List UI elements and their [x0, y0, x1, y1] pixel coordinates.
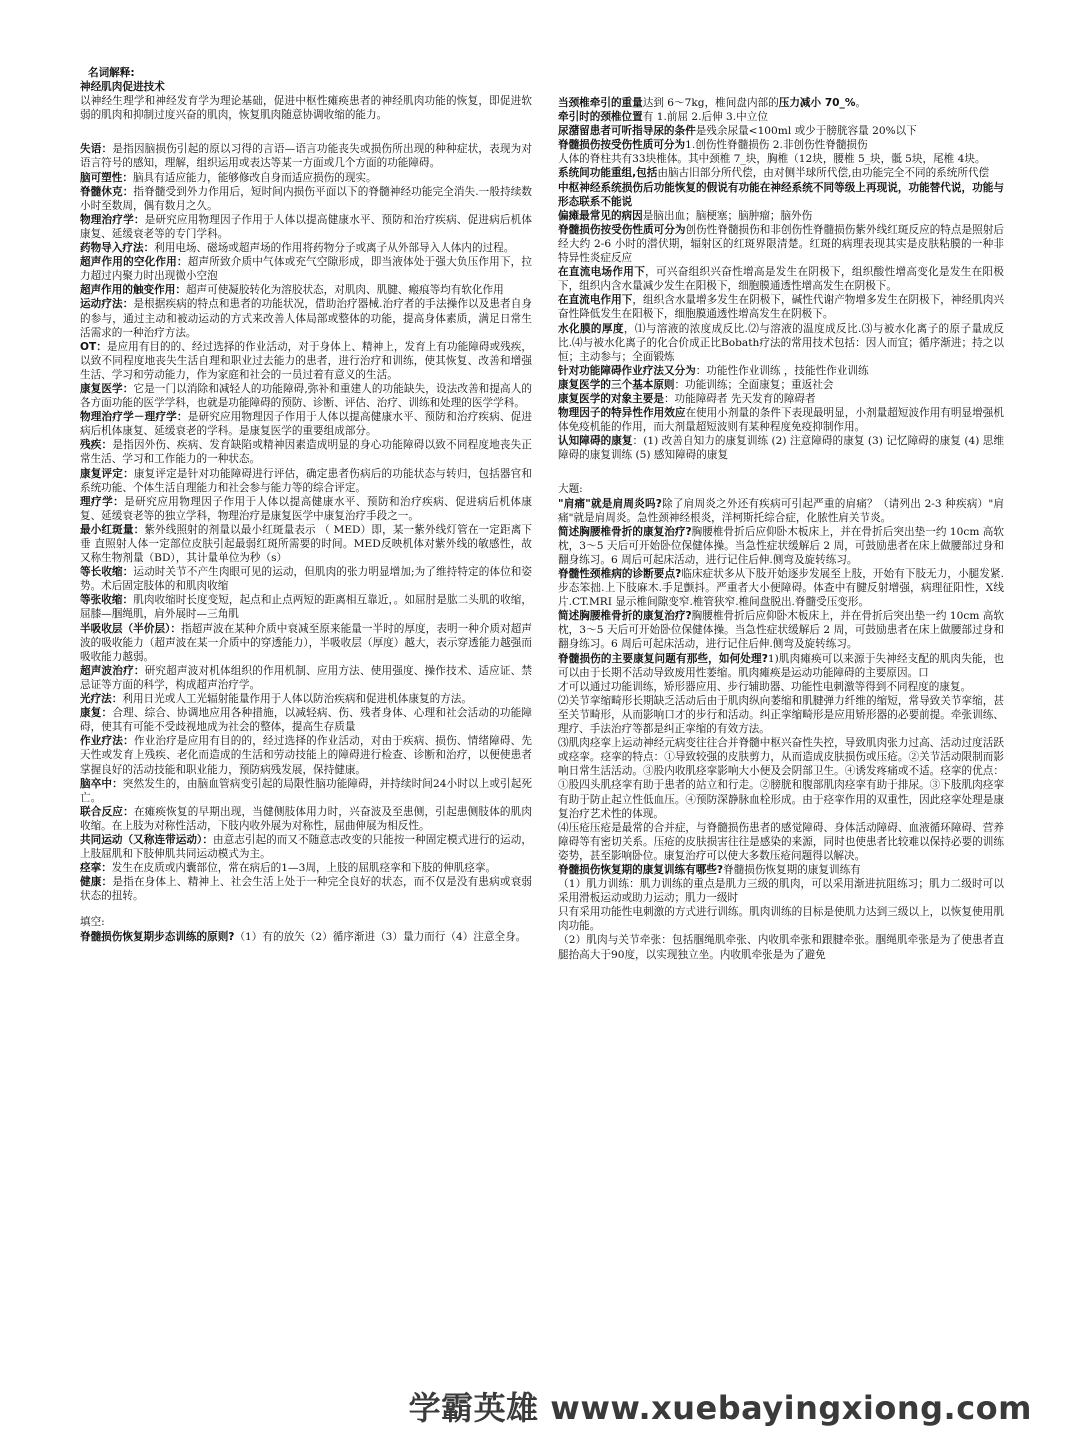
term-entry	[80, 495, 532, 523]
fact-keyword: 康复医学的三个基本原则	[558, 378, 675, 391]
term-label: 脑可塑性	[80, 171, 123, 184]
question-label: "肩痛"就是肩周炎吗?	[558, 497, 662, 510]
term-label: 半吸收层（半价层）	[80, 622, 171, 635]
essay-tail	[558, 877, 1004, 962]
fact-line	[558, 152, 1004, 166]
fact-line	[558, 181, 1004, 209]
essay-paragraph: （1）肌力训练：肌力训练的重点是肌力三级的肌肉，可以采用渐进抗阻练习；肌力二级时可以采用滑板运动或助力运动；肌力一级时	[558, 878, 1004, 905]
question-label: 脊髓损伤的主要康复问题有那些，如何处理?	[558, 652, 768, 665]
term-separator: ：	[122, 382, 134, 395]
fill-question-1	[80, 930, 532, 944]
fact-keyword: 系统间功能重组,包括	[558, 167, 658, 180]
essay-question	[558, 609, 1004, 651]
term-entry	[80, 255, 532, 283]
fact-keyword: 脊髓损伤按受伤性质可分为	[558, 223, 686, 236]
term-definition: 紫外线照射的剂量以最小红斑量表示 （ MED）即，某一紫外线灯管在一定距离下垂 直照射人体一定部位皮肤引起最弱红斑所需要的时间。MED反映机体对紫外线的敏感性，故又称生物剂量（BD），其计量单位为秒（s）	[80, 523, 533, 565]
fact-line	[558, 378, 1004, 392]
term-entry	[80, 283, 532, 297]
fact-line	[558, 322, 1004, 364]
term-definition: 超声可使凝胶转化为溶胶状态，对肌肉、肌腱、瘢痕等均有软化作用	[185, 284, 504, 297]
term-separator: ：	[123, 805, 134, 818]
term-label: 神经肌肉促进技术	[80, 81, 165, 94]
term-separator: ：	[175, 284, 186, 297]
fact-line	[558, 138, 1004, 152]
essay-paragraph: ⑷压疮压疮是最常的合并症，与脊髓损伤患者的感觉障碍、身体活动障碍、血液循环障碍、营养障碍等有密切关系。压疮的皮肤损害往往是感染的来源，同时也使患者比较难以保持必要的训练姿势，甚至影响卧位。康复治疗可以使大多数压疮问题得以解决。	[558, 821, 1004, 862]
term-definition: 研究超声波对机体组织的作用机制、应用方法、使用强度、操作技术、适应证、禁忌证等方面的科学，构成超声治疗学。	[80, 664, 533, 691]
essay-question-last-text: 脊髓损伤恢复期的康复训练有	[723, 863, 861, 876]
fact-text: 由脑古旧部分所代偿，由对侧半球所代偿,由功能完全不同的系统所代偿	[657, 167, 990, 180]
fact-text: ：功能障碍者 先天发育的障碍者	[663, 392, 816, 405]
term-definition: 指超声波在某种介质中衰减至原来能量一半时的厚度，表明一种介质对超声波的吸收能力（超声波在某一介质中的穿透能力），半吸收层（厚度）越大，表示穿透能力越强而吸收能力越弱。	[80, 622, 532, 663]
term-separator: ：	[122, 298, 134, 311]
term-definition: 运动时关节不产生肉眼可见的运动，但肌肉的张力明显增加;为了维持特定的体位和姿势。术后固定肢体的和肌肉收缩	[80, 566, 533, 593]
fact-line	[558, 124, 1004, 138]
term-label: 理疗学	[80, 495, 114, 508]
term-separator: ：	[143, 242, 155, 255]
term-entry	[80, 467, 532, 495]
term-separator: ：	[133, 664, 145, 677]
term-separator: ：	[113, 495, 125, 508]
term-label: OT	[80, 340, 97, 353]
fact-line	[558, 364, 1004, 378]
term-entry	[80, 861, 532, 875]
term-separator: ：	[133, 523, 145, 536]
term-entry	[80, 833, 532, 861]
fact-keyword: 牵引时的颈椎位置	[558, 111, 643, 124]
term-definition: 康复评定是针对功能障碍进行评估，确定患者伤病后的功能状态与转归，包括器官和系统功能、个体生活自理能力和社会参与能力等的综合评定。	[80, 467, 533, 494]
term-separator: ：	[101, 707, 113, 720]
term-entry	[80, 565, 532, 593]
question-answer: 1)肌肉瘫痪可以来源于失神经支配的肌肉失能，也可以由于长期不活动导致废用性萎缩。肌肉瘫痪是运动功能障碍的主要原因。口	[558, 652, 1004, 679]
essay-section-title: 大题:	[558, 483, 583, 496]
fact-text: 人体的脊柱共有33块椎体。其中颈椎 7_块，胸椎（12块，腰椎 5_块，骶 5块，尾椎 4块。	[558, 153, 986, 166]
term-separator: ：	[122, 185, 134, 198]
fill-question-1-text: （1）有的放矢（2）循序渐进（3）量力而行（4）注意全身。	[234, 930, 527, 943]
term-separator: ：	[101, 143, 113, 156]
term-entry	[80, 80, 532, 94]
spacer	[80, 122, 532, 142]
term-label: 运动疗法	[80, 298, 123, 311]
fact-text: 在使用小剂量的条件下表现最明显，小剂量超短波作用有明显增强机体免疫机能的作用，而大剂量超短波则有某种程度免疫抑制作用。	[558, 407, 1004, 434]
term-separator: ：	[101, 876, 113, 889]
fact-text: ，⑴与溶液的浓度成反比.⑵与溶液的温度成反比.⑶与被水化离子的原子量成反比.⑷与被水化离子的化合价成正比Bobath疗法的常用技术包括：因人而宜；循序渐进；持之以恒；主动参与；全面锻炼	[558, 322, 1005, 363]
term-separator: ：	[133, 213, 145, 226]
essay-paragraph: ⑵关节挛缩畸形长期缺乏活动后由于肌肉纵向萎缩和肌腱弹力纤维的缩短，常导致关节挛缩，甚至关节畸形，从而影响口才的步行和活动。纠正挛缩畸形是应用矫形器的必要前提。牵张训练、理疗、手法治疗等都是纠正挛缩的有效方法。	[558, 694, 1004, 736]
term-separator: ：	[96, 340, 107, 353]
question-answer: 胸腰椎骨折后应仰卧木板床上，并在骨折后突出垫一约 10cm 高软枕，3～5 天后可开始卧位保健体操。当急性症状缓解后 2 周，可鼓励患者在床上做腰部过身和翻身练习。6 周后可起床活动，进行记住后伸.侧弯及旋转练习。	[558, 525, 1004, 566]
fact-text: 1.创伤性脊髓损伤 2.非创伤性脊髓损伤	[685, 139, 868, 152]
term-separator: ：	[112, 777, 123, 790]
term-entry	[80, 777, 532, 805]
fact-text: 达到 6～7kg，椎间盘内部的	[642, 97, 779, 109]
fact-text: ：功能性作业训练 ，技能性作业训练	[695, 364, 869, 377]
term-definition: 突然发生的，由脑血管病变引起的局限性脑功能障碍，并持续时间24小时以上或引起死亡。	[80, 777, 533, 804]
term-entry	[80, 213, 532, 241]
term-label: 作业疗法	[80, 735, 124, 748]
term-definition: 发生在皮质或内囊部位，常在病后的1—3周，上肢的屈肌痉挛和下肢的伸肌痉挛。	[111, 862, 497, 875]
term-separator: ：	[122, 566, 134, 579]
term-label: 脑卒中	[80, 777, 113, 790]
fact-line	[558, 110, 1004, 124]
term-separator: ：	[123, 467, 134, 480]
term-separator: ：	[101, 439, 113, 452]
essay-paragraph: （2）肌肉与关节牵张：包括腘绳肌牵张、内收肌牵张和跟腱牵张。腘绳肌牵张是为了使患者直腿抬高大于90度，以实现独立坐。内收肌牵张是为了避免	[558, 934, 1004, 961]
fact-text: 。	[855, 97, 867, 109]
term-separator: ：	[122, 594, 134, 607]
term-entry	[80, 805, 532, 833]
fact-text: ：功能训练；全面康复；重返社会	[674, 378, 834, 391]
question-answer: 临床症状多从下肢开始逐步发展至上肢，开始有下肢无力，小腿发紧.步态笨拙.上下肢麻木.手足颤抖。严重者大小便障碍。体查中有腱反射增强，病理征阳性，X线片.CT.MRI 显示椎间隙变窄.椎管狭窄.椎间盘脱出.脊髓受压变形。	[558, 568, 1004, 609]
essay-paragraph: 才可以通过功能训练，矫形器应用、步行辅助器、功能性电刺激等得到不同程度的康复。	[558, 680, 972, 693]
term-label: 康复	[80, 707, 102, 720]
section-title-terms: 名词解释:	[88, 67, 135, 79]
fact-keyword: 尿潴留患者可听指导尿的条件	[558, 125, 696, 138]
fact-keyword: 针对功能障碍作业疗法又分为	[558, 364, 696, 377]
fact-keyword: 认知障碍的康复	[558, 435, 633, 448]
fact-keyword: 在直流电场作用下	[558, 266, 646, 279]
essay-question-last	[558, 863, 1004, 877]
fact-keyword: 偏瘫最常见的病因	[558, 209, 643, 222]
term-definition: 是指因脑损伤引起的原以习得的言语—语言功能丧失或损伤所出现的种种症状，表现为对语言符号的感知，理解，组织运用或表达等某一方面或几个方面的功能障碍。	[80, 143, 533, 170]
term-definition: 是指在身体上、精神上、社会生活上处于一种完全良好的状态，而不仅是没有患病或衰弱状态的扭转。	[80, 876, 533, 903]
fact-keyword: 脊髓损伤按受伤性质可分为	[558, 139, 686, 152]
term-definition: 是研究应用物理因子作用于人体以提高健康水平、预防和治疗疾病、促进病后机体康复、延缓衰老等的独立学科，物理治疗是康复医学中康复治疗手段之一。	[80, 495, 533, 522]
term-separator: ：	[122, 171, 133, 184]
essay-question	[558, 567, 1004, 609]
term-definition: 合理、综合、协调地应用各种措施，以减轻病、伤、残者身体、心理和社会活动的功能障碍，使其有可能不受歧视地成为社会的整体，提高生存质量	[80, 707, 533, 734]
term-label: 药物导入疗法	[80, 242, 144, 255]
essay-question	[558, 652, 1004, 680]
fact-keyword: 压力减小 70_%	[778, 97, 856, 109]
term-label: 联合反应	[80, 805, 124, 818]
term-definition: 超声所致介质中气体或充气空隙形成，即当液体处于强大负压作用下，拉力超过内聚力时出现微小空泡	[80, 256, 533, 283]
fact-text: 创伤性脊髓损伤和非创伤性脊髓损伤紫外线红斑反应的特点是照射后经大约 2-6 小时的潜伏期，辐射区的红斑界限清楚。红斑的病理表现其实是皮肤粘膜的一种非特异性炎症反应	[558, 223, 1004, 265]
term-definition: 在瘫痪恢复的早期出现，当健侧肢体用力时，兴奋波及至患侧，引起患侧肢体的肌肉收缩。在上肢为对称性活动，下肢内收外展为对称性，屈曲伸展为相反性。	[80, 805, 533, 832]
term-entry	[80, 593, 532, 621]
right-column	[558, 96, 1004, 962]
term-label: 物理治疗学－理疗学	[80, 411, 177, 424]
term-definition: 以神经生理学和神经发育学为理论基础，促进中枢性瘫痪患者的神经肌肉功能的恢复，即促进软弱的肌肉和抑制过度兴奋的肌肉，恢复肌肉随意协调收缩的能力。	[80, 95, 532, 122]
term-definition: 是指因外伤、疾病、发育缺陷或精神因素造成明显的身心功能障碍以致不同程度地丧失正常生活、学习和工作能力的一种状态。	[80, 439, 533, 466]
term-entry	[80, 734, 532, 776]
question-answer: 胸腰椎骨折后应仰卧木板床上，并在骨折后突出垫一约 10cm 高软枕，3～5 天后可开始卧位保健体操。当急性症状缓解后 2 周，可鼓励患者在床上做腰部过身和翻身练习。6 周后可起床活动，进行记住后伸.侧弯及旋转练习。	[558, 610, 1004, 651]
fact-keyword: 康复医学的对象主要是	[558, 392, 664, 405]
term-separator: ：	[170, 622, 182, 635]
term-label: 物理治疗学	[80, 213, 134, 226]
fact-text: ，组织含水量增多发生在阴极下，碱性代谢产物增多发生在阴极下，神经肌肉兴奋性降低发生在阳极下，细胞膜通透性增高发生在阴极下。	[558, 294, 1005, 321]
fact-line	[558, 223, 1004, 265]
term-definition: 是根据疾病的特点和患者的功能状况，借助治疗器械.治疗者的手法操作以及患者自身的参与，通过主动和被动运动的方式来改善人体局部或整体的功能，提高身体素质，满足日常生活需求的一种治疗方法。	[80, 298, 533, 339]
term-entry	[80, 523, 532, 565]
term-label: 康复评定	[80, 467, 124, 480]
fact-line	[558, 209, 1004, 223]
term-definition: 由意志引起的而又不随意志改变的只能按一种固定模式进行的运动，上肢屈肌和下肢伸肌共同运动模式为主。	[80, 833, 533, 861]
term-label: 共同运动（又称连带运动）	[80, 833, 203, 846]
essay-paragraph: ⑶肌肉痉挛上运动神经元病变往往合并脊髓中枢兴奋性失控，导致肌肉张力过高、活动过度活跃或痉挛。痉挛的特点：①导致较强的皮肤剪力，从而造成皮肤损伤或压疮。②关节活动限制而影响日常生活活动。③股内收肌痉挛影响大小便及会阴部卫生。④诱发疼痛或不适。痉挛的优点：①股四头肌痉挛有助于患者的站立和行走。②膀胱和腹部肌肉痉挛有助于排尿。③下肢肌肉痉挛有助于防止起立性低血压。④预防深静脉血栓形成。由于痉挛作用的双重性，因此痉挛处理是康复治疗艺术性的体现。	[558, 737, 1004, 820]
term-entry	[80, 241, 532, 255]
fact-line	[558, 96, 1004, 110]
term-separator: ：	[111, 693, 123, 706]
fact-line	[558, 434, 1004, 462]
term-definition: 利用日光或人工光辐射能量作用于人体以防治疾病和促进机体康复的方法。	[122, 693, 472, 706]
term-label: 康复医学	[80, 382, 123, 395]
term-definition: 指脊髓受到外力作用后，短时间内损伤平面以下的脊髓神经功能完全消失.一般持续数小时至数周，偶有数月之久。	[80, 185, 533, 212]
fill-section-title: 填空:	[80, 916, 105, 929]
term-label: 失语	[80, 143, 102, 156]
question-label: 脊髓性颈椎病的诊断要点?	[558, 568, 682, 580]
term-entry	[80, 664, 532, 692]
fact-text: 是脑出血；脑梗塞；脑肿瘤；脑外伤	[642, 209, 813, 222]
term-definition: 是应用有目的的、经过选择的作业活动，对于身体上、精神上，发育上有功能障碍或残疾，以致不同程度地丧失生活自理和职业过去能力的患者，进行治疗和训练，使其恢复、改善和增强生活、学习和劳动能力，作为家庭和社会的一员过着有意义的生活。	[80, 340, 533, 381]
term-entry	[80, 692, 532, 706]
fact-text: 有 1.前屈 2.后伸 3.中立位	[642, 111, 768, 124]
term-definition: 是研究应用物理因子作用于人体以提高健康水平、预防和治疗疾病、促进病后机体康复、延缓衰老等的专门学科。	[80, 213, 533, 240]
term-entry	[80, 382, 532, 410]
essay-question-last-label: 脊髓损伤恢复期的康复训练有哪些?	[558, 863, 724, 876]
fact-text: ：(1) 改善自知力的康复训练 (2) 注意障碍的康复 (3) 记忆障碍的康复 (4) 思维障碍的康复训练 (5) 感知障碍的康复	[558, 435, 1004, 462]
fact-keyword: 在直流电作用下	[558, 294, 633, 307]
term-definition: 脑具有适应能力，能够修改自身而适应损伤的现实。	[132, 171, 377, 184]
fact-keyword: 中枢神经系统损伤后功能恢复的假说有功能在神经系统不同等级上再现说，功能替代说，功能与形态联系不能说	[558, 181, 1004, 208]
term-list	[80, 80, 532, 903]
fact-text: 是残余尿量<100ml 或少于膀胱容量 20%以下	[695, 125, 917, 138]
fact-line	[558, 265, 1004, 293]
fact-line	[558, 406, 1004, 434]
essay-question	[558, 497, 1004, 525]
term-entry	[80, 185, 532, 213]
fact-text: ，可兴奋组织兴奋性增高是发生在阴极下，组织酸性增高变化是发生在阳极下，组织内含水量减少发生在阳极下，细胞膜通透性增高发生在阴极下。	[558, 266, 1005, 293]
term-label: 痉挛	[80, 862, 102, 875]
question-label: 简述胸腰椎骨折的康复治疗?	[558, 525, 692, 538]
term-entry	[80, 622, 532, 664]
essay-paragraphs	[558, 680, 1004, 863]
term-definition: 利用电场、磁场或超声场的作用将药物分子或离子从外部导入人体内的过程。	[154, 242, 515, 255]
term-separator: ：	[176, 411, 188, 424]
term-label: 残疾	[80, 439, 102, 452]
term-entry	[80, 410, 532, 438]
term-separator: ：	[101, 862, 112, 875]
fact-list	[558, 96, 1004, 462]
question-label: 简述胸腰椎骨折的康复治疗?	[558, 610, 692, 623]
essay-paragraph: 只有采用功能性电刺激的方式进行训练。肌肉训练的目标是使肌力达到三级以上，以恢复使用肌肉功能。	[558, 906, 1004, 933]
term-separator: ：	[176, 256, 188, 269]
term-entry	[80, 438, 532, 466]
fill-question-1-label: 脊髓损伤恢复期步态训练的原则?	[80, 930, 235, 943]
term-label: 光疗法	[80, 693, 112, 706]
watermark-footer: 学霸英雄 www.xuebayingxiong.com	[408, 1389, 1032, 1427]
essay-question-list	[558, 497, 1004, 680]
fact-keyword: 当颈椎牵引的重量	[558, 97, 643, 109]
term-definition: 肌肉收缩时长度变短，起点和止点两短的距离相互靠近，。如屈肘是肱二头肌的收缩，屈膝—腘绳肌，肩外展时—三角肌	[80, 594, 533, 621]
term-label: 等长收缩	[80, 566, 123, 579]
fact-keyword: 物理因子的特异性作用效应	[558, 407, 686, 420]
term-separator: ：	[123, 735, 134, 748]
term-separator: ：	[202, 833, 213, 846]
fact-line	[558, 166, 1004, 180]
term-label: 等张收缩	[80, 594, 123, 607]
term-label: 超声波治疗	[80, 664, 134, 677]
term-definition: 作业治疗是应用有目的的，经过选择的作业活动，对由于疾病、损伤、情绪障碍、先天性或发育上残疾、老化而造成的生活和劳动技能上的障碍进行检查、诊断和治疗，以便使患者掌握良好的活动技能和职业能力，预防病残发展，保持健康。	[80, 735, 533, 776]
term-entry	[80, 706, 532, 734]
term-entry	[80, 171, 532, 185]
term-entry	[80, 340, 532, 382]
term-definition: 是研究应用物理因子作用于人体以提高健康水平、预防和治疗疾病、促进病后机体康复、延缓衰老的学科。是康复医学的重要组成部分。	[80, 411, 533, 438]
term-entry	[80, 297, 532, 339]
term-definition: 它是一门以消除和减轻人的功能障碍,弥补和重建人的功能缺失，设法改善和提高人的各方面功能的医学学科，也就是功能障碍的预防、诊断、评估、治疗、训练和处理的医学学科。	[80, 382, 533, 410]
term-entry	[80, 142, 532, 170]
essay-question	[558, 525, 1004, 567]
term-label: 超声作用的触变作用	[80, 284, 176, 297]
term-label: 超声作用的空化作用	[80, 256, 177, 269]
fact-line	[558, 392, 1004, 406]
left-column	[80, 66, 532, 944]
term-label: 健康	[80, 876, 102, 889]
question-answer: 除了肩周炎之外还有疾病可引起严重的肩痛？（请列出 2-3 种疾病）"肩痛"就是肩周炎。急性颈神经根炎，洋柯斯托综合症，化脓性肩关节炎。	[558, 497, 1005, 524]
term-label: 最小红斑量	[80, 523, 134, 536]
fact-keyword: 水化膜的厚度	[558, 322, 624, 335]
term-label: 脊髓休克	[80, 185, 123, 198]
term-entry	[80, 875, 532, 903]
fact-line	[558, 293, 1004, 321]
